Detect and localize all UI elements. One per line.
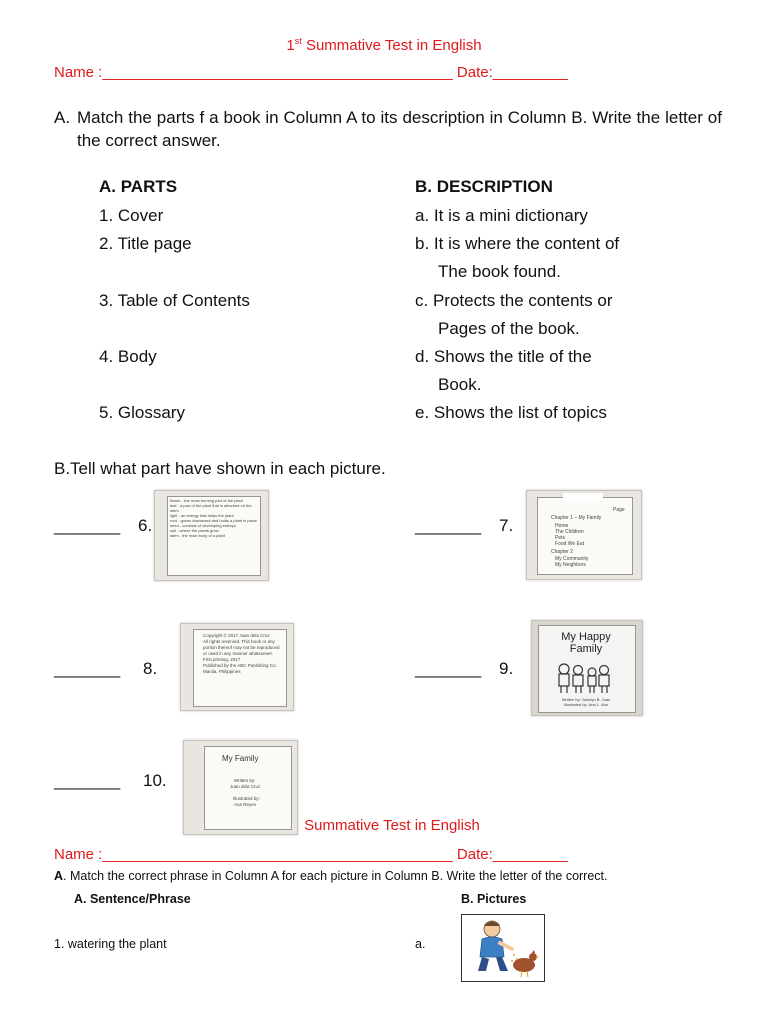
part-item: 1. Cover bbox=[99, 206, 164, 225]
description-item: e. Shows the list of topics bbox=[415, 403, 607, 422]
glossary-page-picture: flower - the most forming part of the plant leaf - a part of the plant that is attached on the stem light - an energy that helps the plant root - grows downward and holds a plant in place seed - consists of developing embryo soil - where the plants grow stem - the main body of a plant bbox=[154, 490, 269, 581]
part-item: 3. Table of Contents bbox=[99, 291, 250, 310]
description-item-continued: Pages of the book. bbox=[438, 319, 580, 338]
section-b-instruction: B.Tell what part have shown in each picture. bbox=[54, 459, 386, 478]
column-b-header: B. DESCRIPTION bbox=[415, 177, 553, 196]
section-a-instruction: A. Match the parts f a book in Column A to its description in Column B. Write the letter of the correct answer. bbox=[54, 108, 722, 150]
answer-blank-10: _______ bbox=[54, 771, 121, 790]
test-title: 1st Summative Test in English bbox=[286, 36, 482, 54]
picture-letter: a. bbox=[415, 937, 426, 951]
item-number-10: 10. bbox=[143, 771, 167, 790]
item-number-9: 9. bbox=[499, 659, 514, 678]
description-item: c. Protects the contents or bbox=[415, 291, 613, 310]
page2-instruction: A. Match the correct phrase in Column A for each picture in Column B. Write the letter of the correct. bbox=[54, 869, 608, 883]
part-item: 2. Title page bbox=[99, 234, 192, 253]
title-page-picture: My Family Written by: Juan dela Cruz Illustrated by: Ana Reyes bbox=[183, 740, 298, 835]
description-item: a. It is a mini dictionary bbox=[415, 206, 588, 225]
copyright-page-picture: Copyright © 2017 Juan dela Cruz All rights reserved. This book or any portion thereof may not be reproduced or used in any manner whatsoever. First printing, 2017 Published by the ABC Publishing Co. Manila, Philippines bbox=[180, 623, 294, 711]
part-item: 4. Body bbox=[99, 347, 157, 366]
item-number-8: 8. bbox=[143, 659, 158, 678]
page2-column-a-header: A. Sentence/Phrase bbox=[74, 892, 191, 906]
description-item-continued: Book. bbox=[438, 375, 482, 394]
page2-title: Summative Test in English bbox=[304, 817, 480, 834]
table-of-contents-picture: Page Chapter 1 – My Family Home The Children Pets Food We Eat Chapter 2 My Community My Neighbors bbox=[526, 490, 642, 580]
answer-blank-6: _______ bbox=[54, 516, 121, 535]
part-item: 5. Glossary bbox=[99, 403, 185, 422]
answer-blank-9: _______ bbox=[415, 659, 482, 678]
answer-blank-8: _______ bbox=[54, 659, 121, 678]
family-illustration bbox=[554, 661, 618, 695]
description-item-continued: The book found. bbox=[438, 262, 561, 281]
page2-column-b-header: B. Pictures bbox=[461, 892, 527, 906]
answer-blank-7: _______ bbox=[415, 516, 482, 535]
page2-name-date-line: Name :__________________________________________ Date:_________ bbox=[54, 846, 568, 863]
item-number-7: 7. bbox=[499, 516, 514, 535]
description-item: b. It is where the content of bbox=[415, 234, 620, 253]
item-number-6: 6. bbox=[138, 516, 153, 535]
description-item: d. Shows the title of the bbox=[415, 347, 592, 366]
phrase-item: 1. watering the plant bbox=[54, 937, 167, 951]
cover-page-picture: My Happy Family Written by: Jubelyn B. Juan Illustrated by: Ana L. Abu bbox=[531, 620, 643, 716]
name-date-line: Name :__________________________________________ Date:_________ bbox=[54, 64, 568, 81]
boy-feeding-chicken-picture bbox=[461, 914, 545, 982]
column-a-header: A. PARTS bbox=[99, 177, 178, 196]
